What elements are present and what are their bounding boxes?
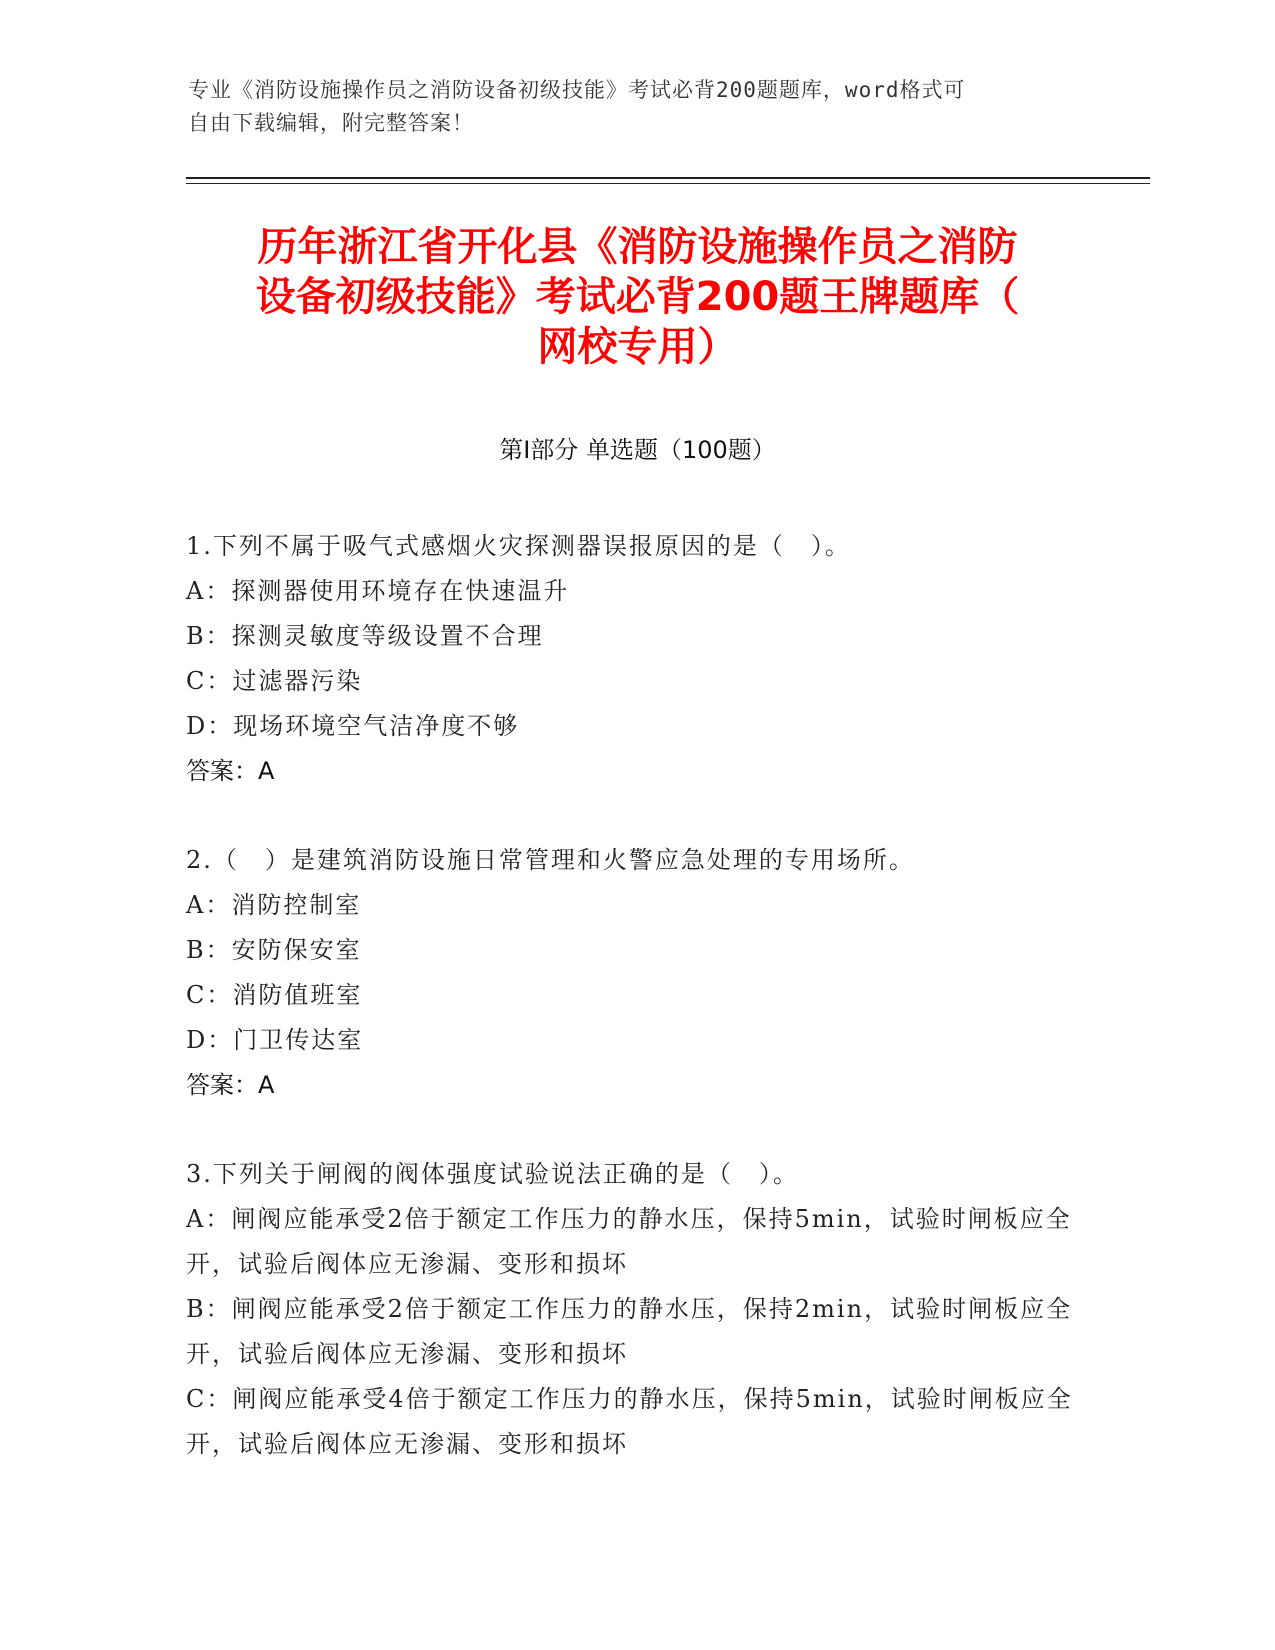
option-a: A：闸阀应能承受2倍于额定工作压力的静水压，保持5min，试验时闸板应全开，试验后阀体应无渗漏、变形和损坏	[186, 1205, 1072, 1278]
question-3	[186, 1152, 1086, 1467]
question-2	[186, 838, 1086, 1108]
document-title	[160, 222, 1115, 372]
option-c: C：消防值班室	[186, 981, 363, 1009]
header-note	[188, 74, 1068, 140]
question-stem: 2.（ ）是建筑消防设施日常管理和火警应急处理的专用场所。	[186, 846, 915, 874]
answer: 答案：A	[186, 1071, 275, 1099]
option-b: B：安防保安室	[186, 936, 362, 964]
title-line-3: 网校专用）	[537, 324, 738, 370]
header-note-line-2: 自由下载编辑，附完整答案！	[188, 111, 474, 135]
header-rule-thick	[186, 177, 1150, 179]
header-rule-thin	[186, 183, 1150, 184]
section-title: 第Ⅰ部分 单选题（100题）	[499, 436, 776, 464]
header-note-line-1: 专业《消防设施操作员之消防设备初级技能》考试必背200题题库，word格式可	[188, 78, 966, 102]
option-d: D：现场环境空气洁净度不够	[186, 712, 520, 740]
question-list	[186, 524, 1086, 1511]
question-stem: 3.下列关于闸阀的阀体强度试验说法正确的是（ ）。	[186, 1160, 799, 1188]
title-line-2: 设备初级技能》考试必背200题王牌题库（	[255, 274, 1020, 320]
question-stem: 1.下列不属于吸气式感烟火灾探测器误报原因的是（ ）。	[186, 532, 851, 560]
option-a: A：消防控制室	[186, 891, 362, 919]
option-c: C：过滤器污染	[186, 667, 363, 695]
option-c: C：闸阀应能承受4倍于额定工作压力的静水压，保持5min，试验时闸板应全开，试验后阀体应无渗漏、变形和损坏	[186, 1385, 1073, 1458]
option-b: B：闸阀应能承受2倍于额定工作压力的静水压，保持2min，试验时闸板应全开，试验后阀体应无渗漏、变形和损坏	[186, 1295, 1073, 1368]
option-a: A：探测器使用环境存在快速温升	[186, 577, 570, 605]
option-d: D：门卫传达室	[186, 1026, 364, 1054]
title-line-1: 历年浙江省开化县《消防设施操作员之消防	[257, 224, 1018, 270]
option-b: B：探测灵敏度等级设置不合理	[186, 622, 544, 650]
question-1	[186, 524, 1086, 794]
answer: 答案：A	[186, 757, 275, 785]
